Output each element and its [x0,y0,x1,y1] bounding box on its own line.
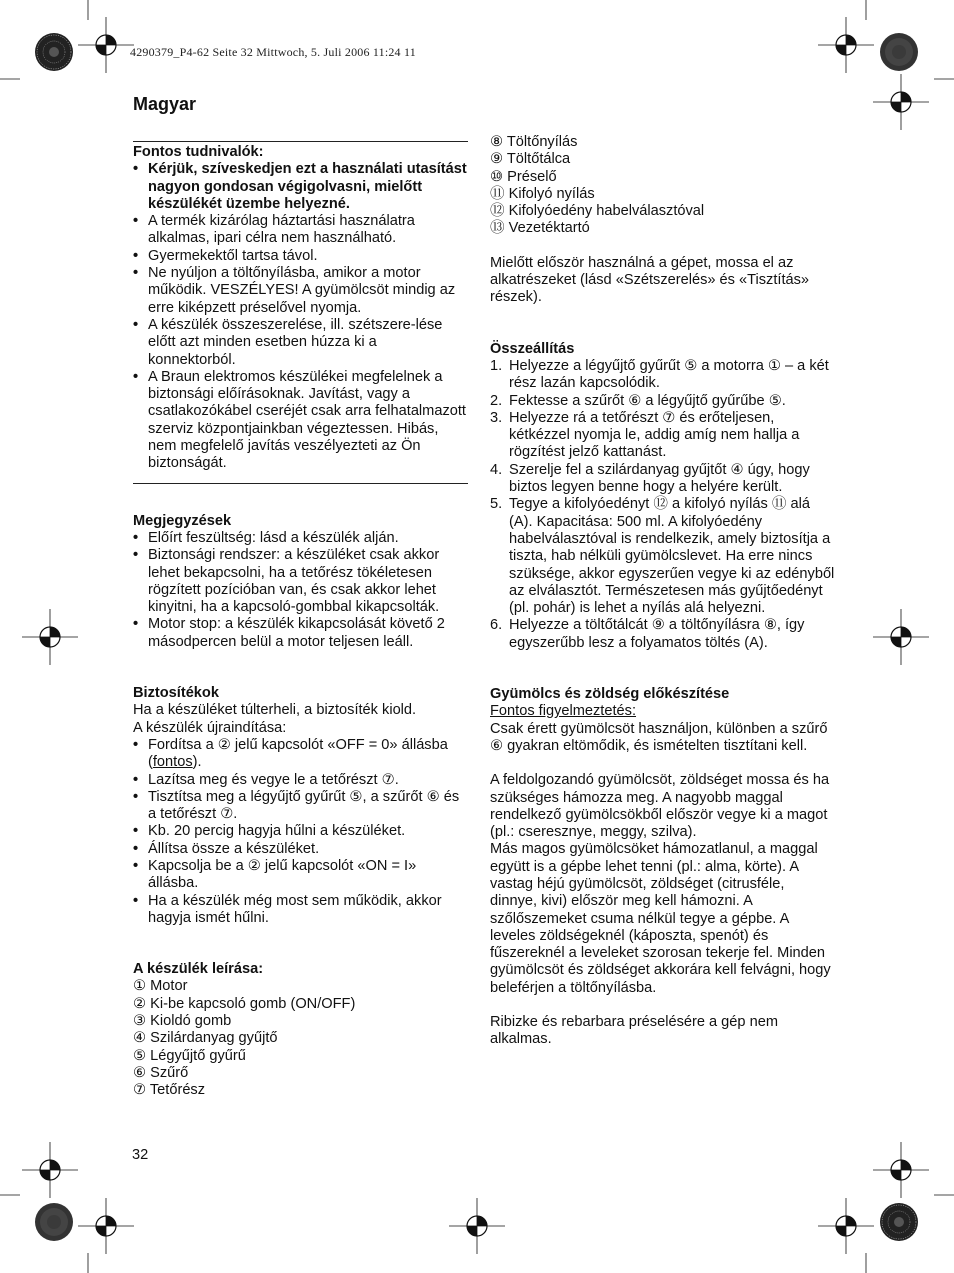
step-number: 5. [490,496,503,513]
notes-list [133,530,468,651]
preparation-paragraph: Más magos gyümölcsöket hámozatlanul, a maggal együtt is a gépbe lehet tenni (pl.: alma, körte). A vastag héjú gyümölcsöt, zöldséget (citrusféle, dinnye, kivi) először meg kell hámozni. A szőlőszemeket csuma nélkül tegye a gépbe. A leveles zöldségeknél (káposzta, spenót) és fűszereknél a leveleket szorosan tekerje fel. Minden gyümölcsöt és zöldséget akkorára kell felvágni, hogy beleférjen a töltőnyílásba. [490,841,831,996]
dot-target-bottom-left [35,1203,73,1241]
part-item: ⑥ Szűrő [133,1064,189,1081]
step-number: 3. [490,409,503,426]
list-item-text: Fordítsa a ② jelű kapcsolót «OFF = 0» állásba ( [148,736,448,771]
important-link: fontos [152,754,193,771]
list-item-text: ). [192,754,202,771]
part-item: ② Ki-be kapcsoló gomb (ON/OFF) [133,995,356,1012]
step-item [490,496,835,617]
preparation-section [490,686,835,1049]
part-item: ⑧ Töltőnyílás [490,134,578,150]
registration-mark [818,1198,874,1254]
part-item: ④ Szilárdanyag gyűjtő [133,1030,278,1047]
list-item: • Lazítsa meg és vegye le a tetőrészt ⑦. [133,772,468,789]
important-section [133,141,468,484]
step-text: Szerelje fel a szilárdanyag gyűjtőt ④ úgy, hogy biztos legyen benne hogy a helyére került. [509,461,810,496]
assembly-title: Összeállítás [490,340,575,357]
step-text: Helyezze a légyűjtő gyűrűt ⑤ a motorra ① – a két rész lazán kapcsolódik. [509,357,829,392]
star-target-top-left [35,33,73,71]
list-item: • Ne nyúljon a töltőnyílásba, amikor a motor működik. VESZÉLYES! A gyümölcsöt mindig az erre kiképzett préselővel nyomja. [133,265,468,317]
preparation-title: Gyümölcs és zöldség előkészítése [490,686,730,703]
step-number: 2. [490,392,503,409]
part-item: ⑫ Kifolyóedény habelválasztóval [490,203,705,220]
parts-continued [490,134,835,238]
registration-mark [78,17,134,73]
step-item [490,410,835,462]
list-item: • Kérjük, szíveskedjen ezt a használati utasítást nagyon gondosan végigolvasni, mielőtt készülékét üzembe helyezné. [133,161,468,213]
fuses-restart: A készülék újraindítása: [133,719,287,736]
notes-title: Megjegyzések [133,512,232,529]
description-title: A készülék leírása: [133,961,264,978]
warning-text: Csak érett gyümölcsöt használjon, különben a szűrő ⑥ gyakran eltömődik, és ismételten tisztítani kell. [490,720,828,754]
registration-mark [22,609,78,665]
fuses-intro: Ha a készüléket túlterheli, a biztosíték kiold. [133,702,417,719]
step-text: Helyezze a töltőtálcát ⑨ a töltőnyílásra ⑧, így egyszerűbb lesz a folyamatos töltés (A). [509,617,805,651]
fuses-section [133,685,468,927]
part-item: ⑦ Tetőrész [133,1082,206,1099]
part-item: ⑪ Kifolyó nyílás [490,185,595,202]
left-column [133,141,468,1100]
list-item: • Motor stop: a készülék kikapcsolását követő 2 másodpercen belül a motor teljesen leáll. [133,616,468,651]
list-item: • A készülék összeszerelése, ill. szétszere-lése előtt azt minden esetben húzza ki a konnektorból. [133,317,468,369]
list-item: • Állítsa össze a készüléket. [133,841,468,858]
step-text: Tegye a kifolyóedényt ⑫ a kifolyó nyílás ⑪ alá (A). Kapacitása: 500 ml. A kifolyóedény habelválasztóval is rendelkezik, amely biztosítja a tiszta, hab nélküli gyümölcslevet. Ha erre nincs szüksége, akkor egyszerűen vegye ki az edényből az elválasztót. Természetesen más gyűjtőedényt (pl. pohár) is lehet a nyílás alá helyezni. [509,496,835,617]
registration-mark [78,1198,134,1254]
part-item: ⑤ Légyűjtő gyűrű [133,1047,246,1064]
list-item: • Kb. 20 percig hagyja hűlni a készüléket. [133,823,468,840]
step-text: Fektesse a szűrőt ⑥ a légyűjtő gyűrűbe ⑤. [509,392,786,409]
print-slug-header: 4290379_P4-62 Seite 32 Mittwoch, 5. Juli 2006 11:24 11 [130,45,416,59]
assembly-steps [490,358,835,652]
page-number: 32 [132,1147,149,1163]
important-title: Fontos tudnivalók: [133,144,264,160]
registration-mark [873,74,929,130]
step-number: 6. [490,617,503,634]
part-item: ① Motor [133,978,188,995]
preparation-paragraph: Ribizke és rebarbara préselésére a gép nem alkalmas. [490,1014,778,1048]
step-item [490,462,835,497]
step-item [490,358,835,393]
list-item [133,737,468,772]
registration-mark [449,1198,505,1254]
step-number: 1. [490,357,503,374]
star-target-bottom-right [880,1203,918,1241]
assembly-section [490,341,835,652]
important-list [133,161,468,472]
step-number: 4. [490,461,503,478]
preparation-paragraph: A feldolgozandó gyümölcsöt, zöldséget mossa és ha szükséges hámozza meg. A nagyobb maggal rendelkező gyümölcsökből először vegye ki a magot (pl.: cseresznye, meggy, szilva). [490,772,830,841]
fuses-list [133,737,468,927]
list-item: • Gyermekektől tartsa távol. [133,248,468,265]
notes-section [133,513,468,651]
list-item: • Tisztítsa meg a légyűjtő gyűrűt ⑤, a szűrőt ⑥ és a tetőrészt ⑦. [133,789,468,824]
warning-label: Fontos figyelmeztetés: [490,703,637,720]
language-heading: Magyar [133,94,197,114]
list-item: • A termék kizárólag háztartási használatra alkalmas, ipari célra nem használható. [133,213,468,248]
registration-mark [818,17,874,73]
step-item [490,617,835,652]
part-item: ⑨ Töltőtálca [490,151,571,168]
list-item: • Biztonsági rendszer: a készüléket csak akkor lehet bekapcsolni, ha a tetőrész tökéletesen rögzített pozícióban van, és csak akkor lehet kinyitni, ha a kapcsoló-gombbal kikapcsolták. [133,547,468,616]
part-item: ⑩ Préselő [490,168,557,185]
fuses-title: Biztosítékok [133,685,219,702]
step-text: Helyezze rá a tetőrészt ⑦ és erőteljesen, kétkézzel nyomja le, addig amíg nem hallja a rögzítést jelző kattanást. [509,409,800,461]
step-item [490,393,835,410]
before-use-paragraph: Mielőtt először használná a gépet, mossa el az alkatrészeket (lásd «Szétszerelés» és «Tisztítás» részek). [490,254,810,306]
registration-mark [873,609,929,665]
right-column [490,134,835,1049]
part-item: ③ Kioldó gomb [133,1013,232,1030]
list-item: • Ha a készülék még most sem működik, akkor hagyja ismét hűlni. [133,893,468,928]
dot-target-top-right [880,33,918,71]
description-section [133,961,468,1099]
registration-mark [22,1142,78,1198]
list-item: • Kapcsolja be a ② jelű kapcsolót «ON = I» állásba. [133,858,468,893]
list-item: • A Braun elektromos készülékei megfelelnek a biztonsági előírásoknak. Javítást, vagy a csatlakozókábel cseréjét csak arra felhatalmazott szerviz központjainkban végeztessen. Hibás, nem megfelelő javítás veszélyezteti az Ön biztonságát. [133,369,468,473]
part-item: ⑬ Vezetéktartó [490,220,590,237]
registration-mark [873,1142,929,1198]
list-item: • Előírt feszültség: lásd a készülék alján. [133,530,468,547]
